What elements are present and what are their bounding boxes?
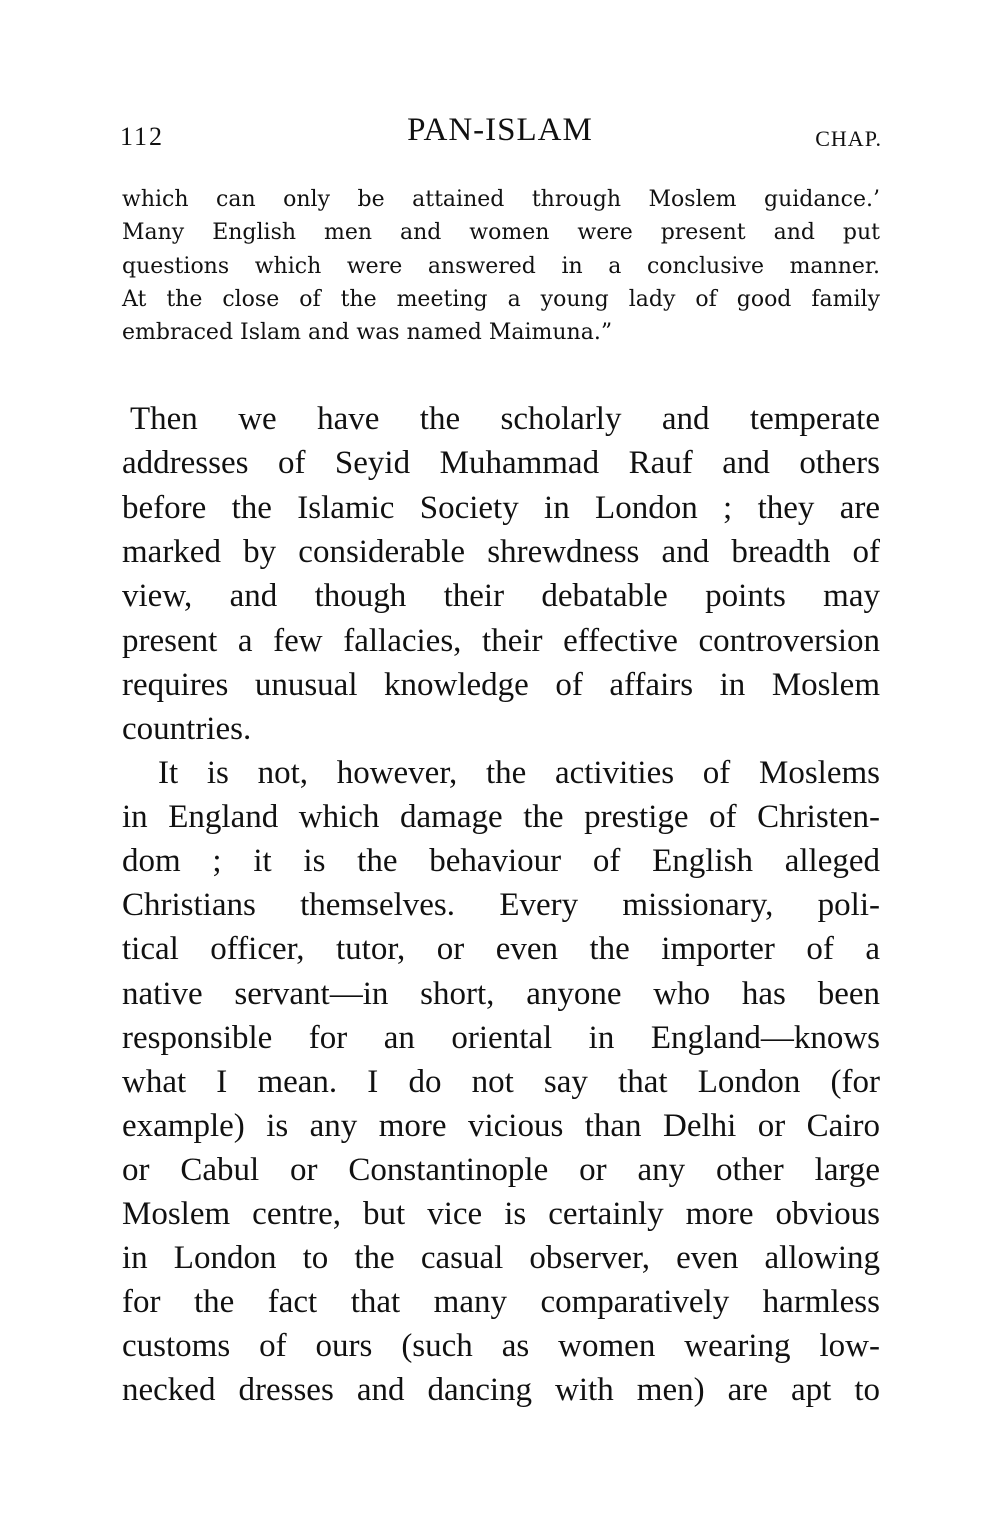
paragraph-line: dom ; it is the behaviour of English alleged	[122, 843, 880, 880]
quote-line: At the close of the meeting a young lady of good family	[122, 286, 880, 312]
paragraph-line: native servant—in short, anyone who has been	[122, 975, 880, 1012]
paragraph-line: countries.	[122, 711, 252, 748]
page-number: 112	[120, 122, 165, 151]
paragraph-line: It is not, however, the activities of Moslems	[158, 755, 880, 791]
paragraph-line: before the Islamic Society in London ; they are	[122, 489, 880, 526]
paragraph-line: necked dresses and dancing with men) are apt to	[122, 1372, 880, 1409]
quote-line: which can only be attained through Moslem guidance.’	[122, 187, 880, 212]
quote-line: questions which were answered in a conclusive manner.	[122, 253, 880, 279]
paragraph-line: tical officer, tutor, or even the importer of a	[122, 931, 880, 968]
quote-line: Many English men and women were present and put	[122, 220, 880, 246]
paragraph-line: Christians themselves. Every missionary, poli-	[122, 887, 880, 924]
paragraph-line: addresses of Seyid Muhammad Rauf and others	[122, 445, 880, 482]
quote-line: embraced Islam and was named Maimuna.”	[122, 320, 613, 346]
paragraph-line: present a few fallacies, their effective controversion	[122, 622, 880, 659]
paragraph-line: what I mean. I do not say that London (for	[122, 1063, 880, 1100]
paragraph-line: customs of ours (such as women wearing low-	[122, 1328, 880, 1365]
paragraph-line: in London to the casual observer, even allowing	[122, 1240, 880, 1277]
chapter-label: CHAP.	[815, 126, 882, 151]
running-head: PAN-ISLAM	[407, 112, 593, 148]
paragraph-line: or Cabul or Constantinople or any other large	[122, 1151, 880, 1188]
paragraph-line: view, and though their debatable points may	[122, 578, 880, 615]
paragraph-line: example) is any more vicious than Delhi or Cairo	[122, 1107, 880, 1144]
paragraph-line: Moslem centre, but vice is certainly more obvious	[122, 1196, 880, 1232]
paragraph-line: requires unusual knowledge of affairs in Moslem	[122, 666, 880, 703]
paragraph-line: for the fact that many comparatively harmless	[122, 1284, 880, 1321]
paragraph-line: marked by considerable shrewdness and breadth of	[122, 533, 880, 570]
paragraph-line: responsible for an oriental in England—knows	[122, 1019, 880, 1056]
paragraph-line: Then we have the scholarly and temperate	[130, 401, 880, 437]
paragraph-line: in England which damage the prestige of Christen-	[122, 799, 880, 836]
